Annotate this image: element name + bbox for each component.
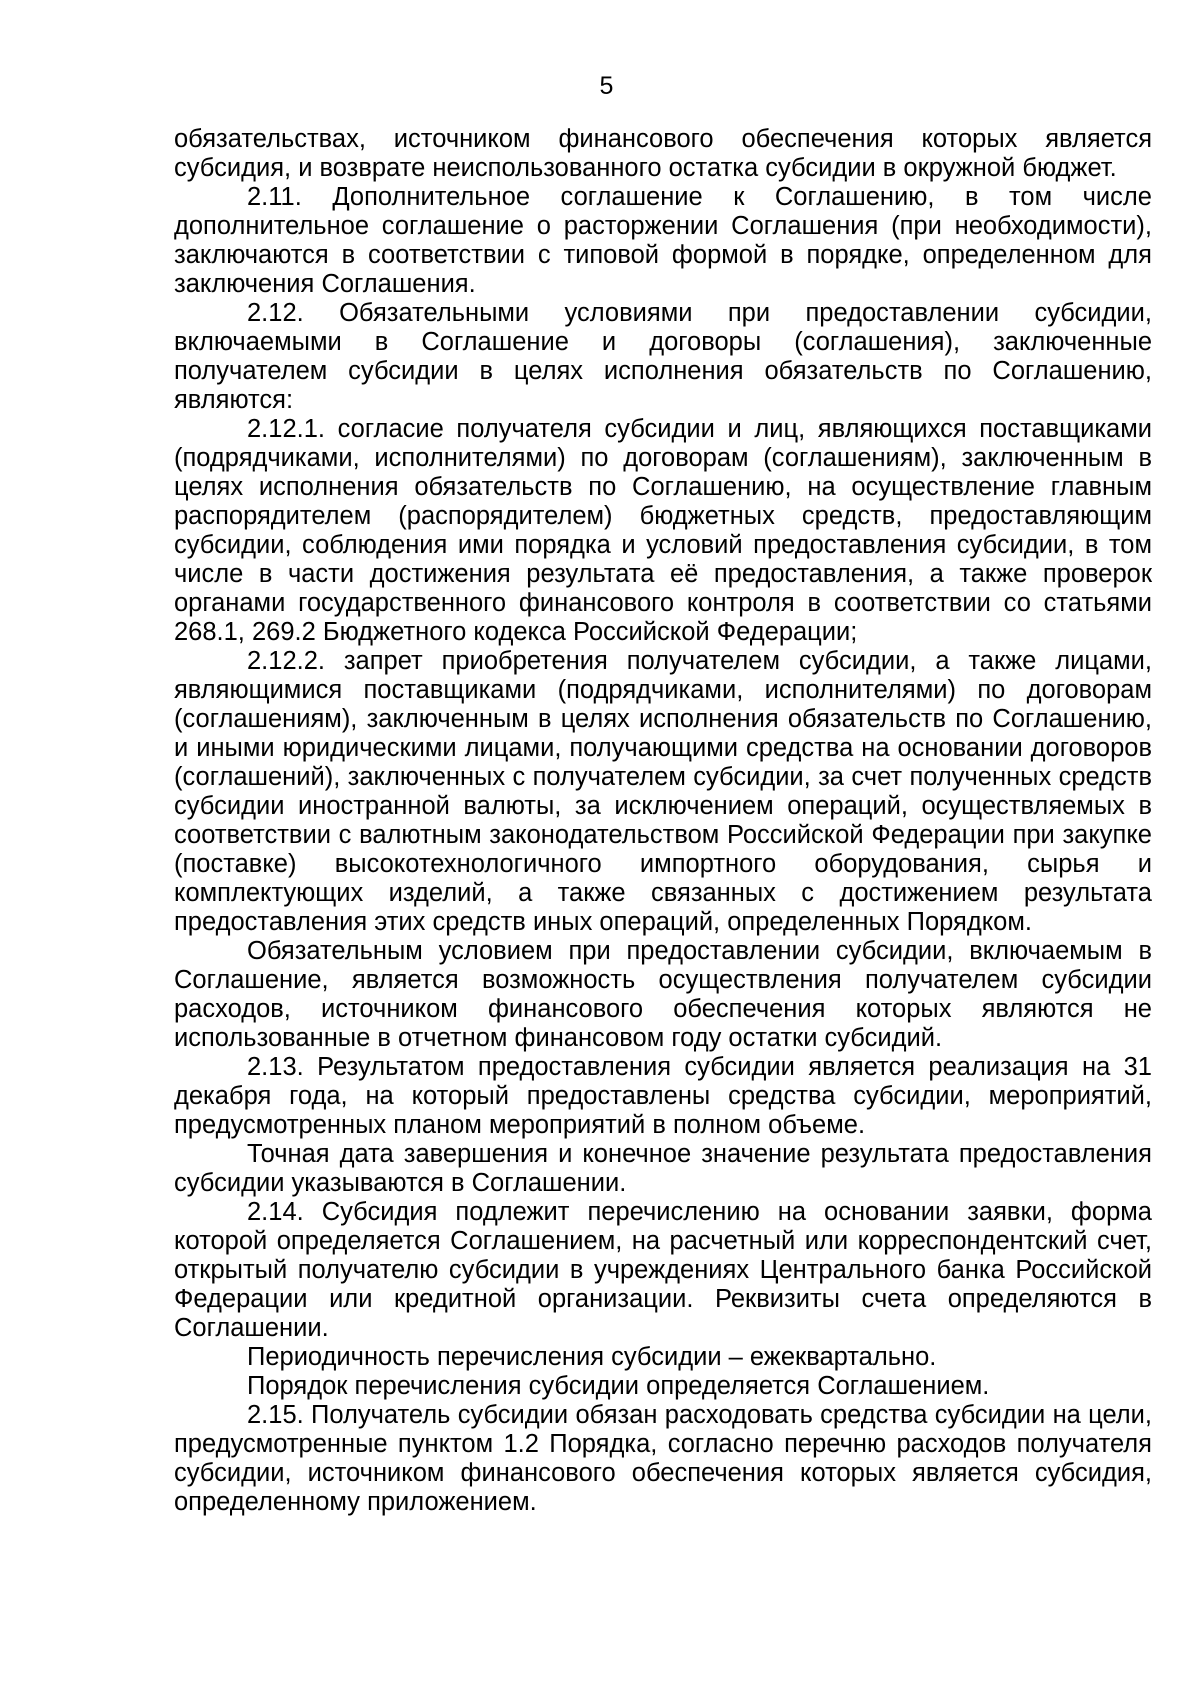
paragraph-procedure: Порядок перечисления субсидии определяется Соглашением. xyxy=(247,1372,990,1400)
paragraph-exact-date: Точная дата завершения и конечное значение результата предоставления субсидии указываются в Соглашении. xyxy=(174,1140,1152,1197)
page-number: 5 xyxy=(599,72,614,100)
paragraph-2-12-2: 2.12.2. запрет приобретения получателем субсидии, а также лицами, являющимися поставщиками (подрядчиками, исполнителями) по договорам (соглашениям), заключенным в целях исполнения обязательств по Соглашению, и иными юридическими лицами, получающими средства на основании договоров (соглашений), заключенных с получателем субсидии, за счет полученных средств субсидии иностранной валюты, за исключением операций, осуществляемых в соответствии с валютным законодательством Российской Федерации при закупке (поставке) высокотехнологичного импортного оборудования, сырья и комплектующих изделий, а также связанных с достижением результата предоставления этих средств иных операций, определенных Порядком. xyxy=(174,647,1152,936)
paragraph-2-11: 2.11. Дополнительное соглашение к Соглашению, в том числе дополнительное соглашение о расторжении Соглашения (при необходимости), заключаются в соответствии с типовой формой в порядке, определенном для заключения Соглашения. xyxy=(174,183,1152,298)
paragraph-obligatory-condition: Обязательным условием при предоставлении субсидии, включаемым в Соглашение, является возможность осуществления получателем субсидии расходов, источником финансового обеспечения которых являются не использованные в отчетном финансовом году остатки субсидий. xyxy=(174,937,1152,1052)
paragraph-2-13: 2.13. Результатом предоставления субсидии является реализация на 31 декабря года, на который предоставлены средства субсидии, мероприятий, предусмотренных планом мероприятий в полном объеме. xyxy=(174,1053,1152,1139)
paragraph-continuation: обязательствах, источником финансового обеспечения которых является субсидия, и возврате неиспользованного остатка субсидии в окружной бюджет. xyxy=(174,125,1152,182)
paragraph-periodicity: Периодичность перечисления субсидии – ежеквартально. xyxy=(247,1343,937,1371)
paragraph-2-14: 2.14. Субсидия подлежит перечислению на основании заявки, форма которой определяется Соглашением, на расчетный или корреспондентский счет, открытый получателю субсидии в учреждениях Центрального банка Российской Федерации или кредитной организации. Реквизиты счета определяются в Соглашении. xyxy=(174,1198,1152,1342)
paragraph-2-12: 2.12. Обязательными условиями при предоставлении субсидии, включаемыми в Соглашение и договоры (соглашения), заключенные получателем субсидии в целях исполнения обязательств по Соглашению, являются: xyxy=(174,299,1152,414)
paragraph-2-15: 2.15. Получатель субсидии обязан расходовать средства субсидии на цели, предусмотренные пунктом 1.2 Порядка, согласно перечню расходов получателя субсидии, источником финансового обеспечения которых является субсидия, определенному приложением. xyxy=(174,1401,1152,1516)
paragraph-2-12-1: 2.12.1. согласие получателя субсидии и лиц, являющихся поставщиками (подрядчиками, исполнителями) по договорам (соглашениям), заключенным в целях исполнения обязательств по Соглашению, на осуществление главным распорядителем (распорядителем) бюджетных средств, предоставляющим субсидии, соблюдения ими порядка и условий предоставления субсидии, в том числе в части достижения результата её предоставления, а также проверок органами государственного финансового контроля в соответствии со статьями 268.1, 269.2 Бюджетного кодекса Российской Федерации; xyxy=(174,415,1152,646)
document-body xyxy=(174,125,1152,1517)
